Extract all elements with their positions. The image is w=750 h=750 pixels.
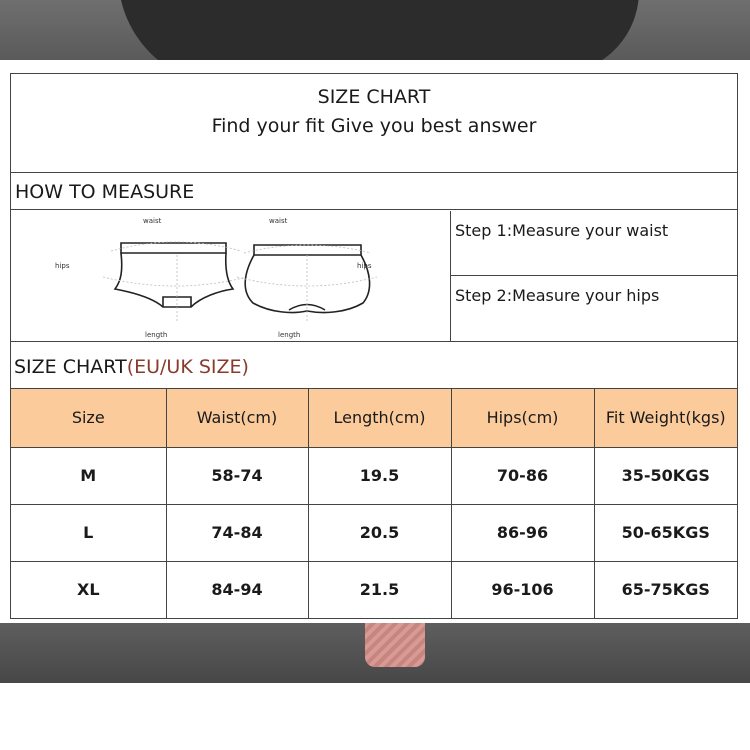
how-to-measure-heading: HOW TO MEASURE (11, 172, 737, 210)
waist-label-2: waist (269, 217, 288, 225)
size-chart-heading (11, 342, 737, 389)
column-header: Waist(cm) (166, 389, 308, 447)
table-cell: 58-74 (166, 447, 308, 504)
size-table (11, 389, 737, 618)
length-label-2: length (278, 331, 301, 339)
step-measure-waist: Step 1:Measure your waist (451, 211, 737, 276)
table-row (11, 561, 737, 618)
table-cell: 70-86 (451, 447, 594, 504)
column-header: Hips(cm) (451, 389, 594, 447)
size-chart-heading-region: (EU/UK SIZE) (126, 356, 249, 378)
underwear-diagram-icon (11, 211, 451, 342)
table-header-row (11, 389, 737, 447)
product-photo-bottom (0, 623, 750, 683)
table-cell: 35-50KGS (594, 447, 737, 504)
hips-label-1: hips (55, 262, 70, 270)
table-cell: 96-106 (451, 561, 594, 618)
column-header: Size (11, 389, 166, 447)
chart-title: SIZE CHART (317, 86, 431, 108)
size-chart-card (10, 73, 738, 619)
measure-diagrams (11, 211, 451, 342)
table-cell: 84-94 (166, 561, 308, 618)
length-label-1: length (145, 331, 168, 339)
chart-subtitle: Find your fit Give you best answer (211, 115, 537, 137)
table-cell: L (11, 504, 166, 561)
chart-header (11, 74, 737, 173)
size-chart-heading-main: SIZE CHART (14, 356, 127, 378)
table-cell: 74-84 (166, 504, 308, 561)
step-measure-hips: Step 2:Measure your hips (455, 286, 660, 305)
table-cell: 20.5 (308, 504, 451, 561)
column-header: Fit Weight(kgs) (594, 389, 737, 447)
table-cell: M (11, 447, 166, 504)
measure-steps (451, 211, 737, 342)
column-header: Length(cm) (308, 389, 451, 447)
table-cell: 65-75KGS (594, 561, 737, 618)
table-row (11, 504, 737, 561)
table-cell: 19.5 (308, 447, 451, 504)
table-cell: XL (11, 561, 166, 618)
hips-label-2: hips (357, 262, 372, 270)
table-cell: 21.5 (308, 561, 451, 618)
product-photo-top (0, 0, 750, 60)
table-cell: 50-65KGS (594, 504, 737, 561)
waist-label-1: waist (143, 217, 162, 225)
table-cell: 86-96 (451, 504, 594, 561)
table-row (11, 447, 737, 504)
